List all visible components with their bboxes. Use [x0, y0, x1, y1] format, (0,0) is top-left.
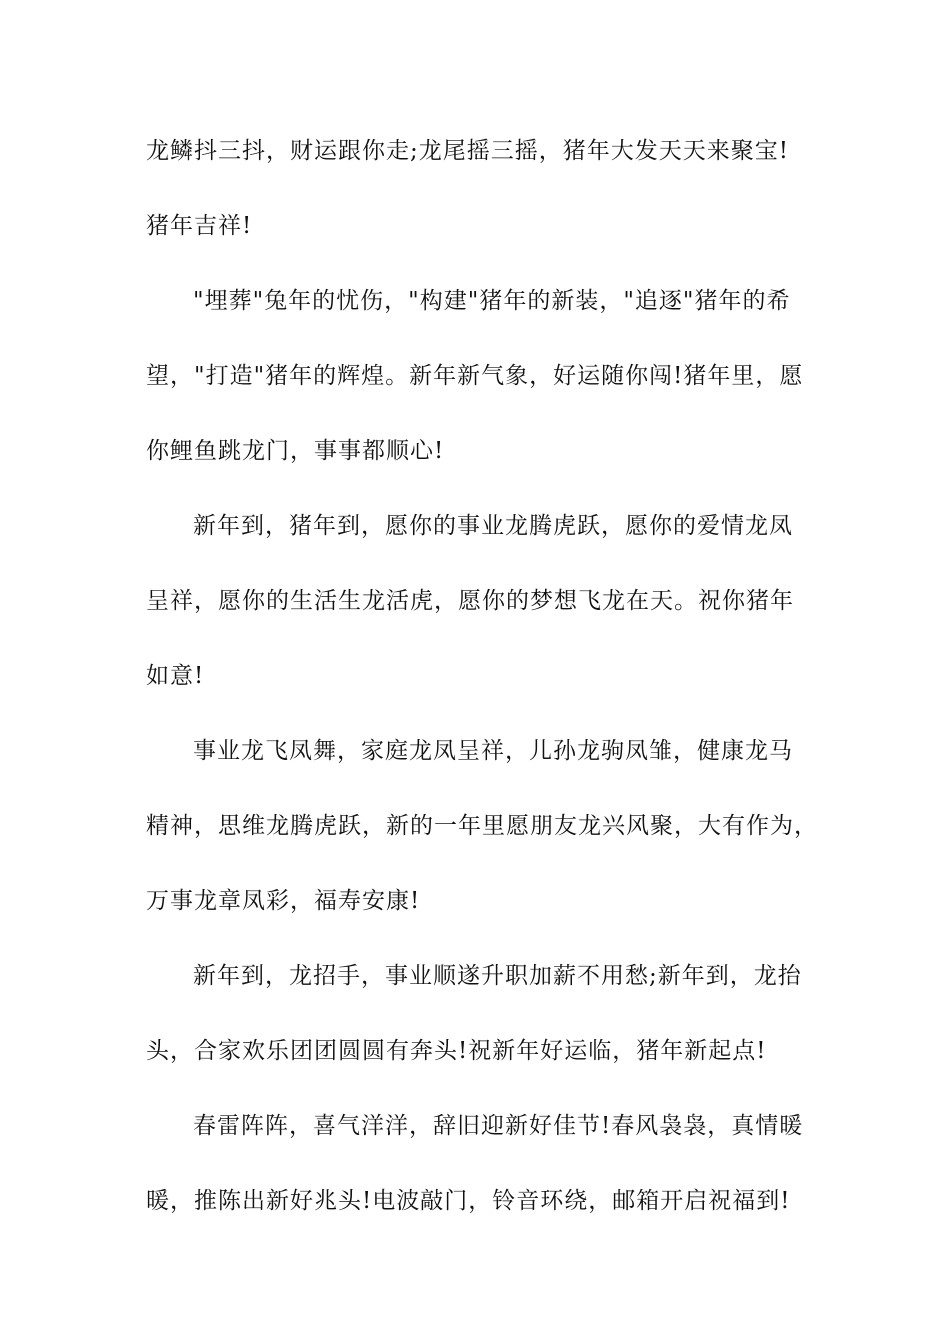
text-line: 新年到，猪年到，愿你的事业龙腾虎跃，愿你的爱情龙凤: [193, 513, 793, 539]
text-line: 呈祥，愿你的生活生龙活虎，愿你的梦想飞龙在天。祝你猪年: [146, 588, 794, 614]
text-line: 万事龙章凤彩，福寿安康!: [146, 888, 421, 914]
text-line: 你鲤鱼跳龙门，事事都顺心!: [146, 438, 445, 464]
text-line: 事业龙飞凤舞，家庭龙凤呈祥，儿孙龙驹凤雏，健康龙马: [193, 738, 793, 764]
text-line: 望，"打造"猪年的辉煌。新年新气象，好运随你闯!猪年里，愿: [146, 363, 804, 389]
text-line: 如意!: [146, 663, 205, 689]
text-line: 猪年吉祥!: [146, 213, 253, 239]
text-line: "埋葬"兔年的忧伤，"构建"猪年的新装，"追逐"猪年的希: [193, 288, 791, 314]
text-line: 精神，思维龙腾虎跃，新的一年里愿朋友龙兴风聚，大有作为，: [146, 813, 818, 839]
text-line: 龙鳞抖三抖，财运跟你走;龙尾摇三摇，猪年大发天天来聚宝!: [146, 138, 789, 164]
text-line: 新年到，龙招手，事业顺遂升职加薪不用愁;新年到，龙抬: [193, 963, 802, 989]
text-line: 春雷阵阵，喜气洋洋，辞旧迎新好佳节!春风袅袅，真情暖: [193, 1113, 804, 1139]
text-line: 头，合家欢乐团团圆圆有奔头!祝新年好运临，猪年新起点!: [146, 1038, 767, 1064]
text-line: 暖，推陈出新好兆头!电波敲门，铃音环绕，邮箱开启祝福到!: [146, 1188, 791, 1214]
